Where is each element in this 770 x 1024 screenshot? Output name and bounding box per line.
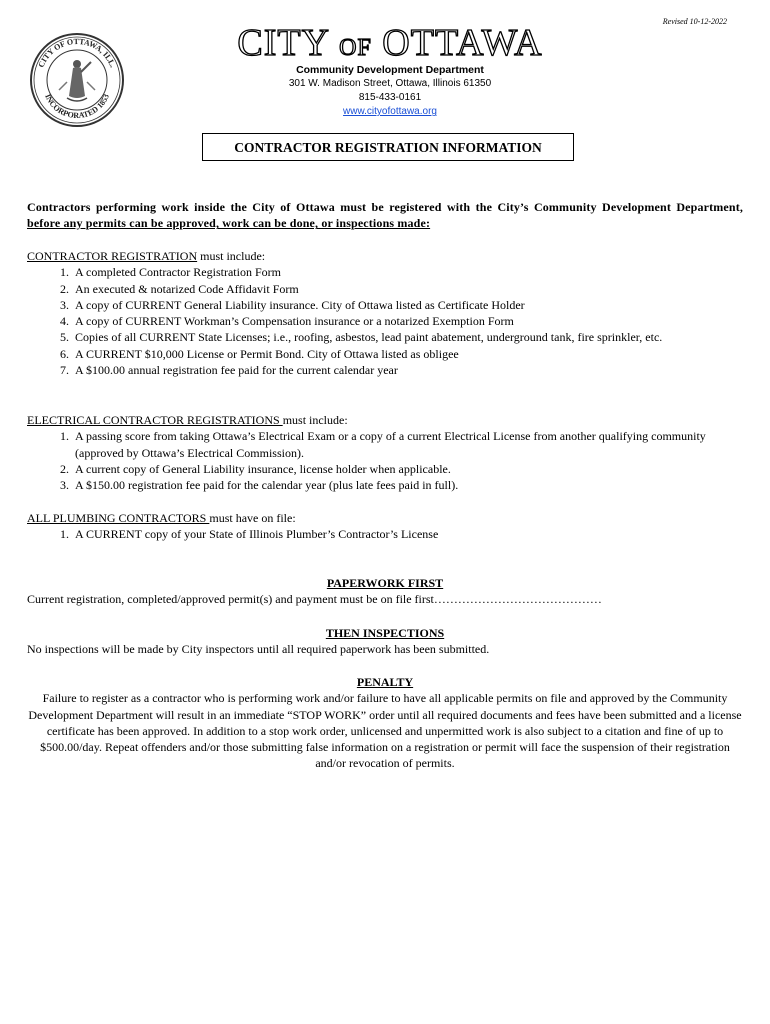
inspections-section: [27, 625, 743, 658]
paperwork-heading: PAPERWORK FIRST: [326, 576, 444, 590]
list-item: 2. A current copy of General Liability insurance, license holder when applicable.: [72, 461, 743, 477]
list-item: 1. A passing score from taking Ottawa’s Electrical Exam or a copy of a current Electrical License from another qualifying community (approved by Ottawa’s Electrical Commission).: [72, 428, 743, 461]
department-address: 301 W. Madison Street, Ottawa, Illinois 61350: [288, 78, 492, 89]
svg-text:CITY OF OTTAWA, ILL.: CITY OF OTTAWA, ILL.: [36, 36, 118, 69]
list-item: 3. A $150.00 registration fee paid for the calendar year (plus late fees paid in full).: [72, 477, 743, 493]
contractor-registration-heading: CONTRACTOR REGISTRATION: [27, 249, 198, 263]
list-item: 5. Copies of all CURRENT State Licenses; i.e., roofing, asbestos, lead paint abatement, underground tank, fire sprinkler, etc.: [72, 329, 743, 345]
plumbing-list: [27, 526, 743, 542]
inspections-text: No inspections will be made by City inspectors until all required paperwork has been submitted.: [27, 642, 490, 657]
penalty-heading: PENALTY: [356, 675, 414, 689]
intro-paragraph: Contractors performing work inside the City of Ottawa must be registered with the City’s Community Development Department, before any permits can be approved, work can be done, or inspections made:: [27, 200, 743, 231]
penalty-section: [27, 674, 743, 772]
list-item: 6. A CURRENT $10,000 License or Permit Bond. City of Ottawa listed as obligee: [72, 346, 743, 362]
list-item: 1. A completed Contractor Registration Form: [72, 264, 743, 280]
plumbing-section: ALL PLUMBING CONTRACTORS must have on file: 1. A CURRENT copy of your State of Illinois Plumber’s Contractor’s License: [27, 510, 743, 543]
list-item: 1. A CURRENT copy of your State of Illinois Plumber’s Contractor’s License: [72, 526, 743, 542]
electrical-section: ELECTRICAL CONTRACTOR REGISTRATIONS must include: 1. A passing score from taking Ottawa’s Electrical Exam or a copy of a current Electrical License from another qualifying community (approved by Ottawa’s Electrical Commission). 2. A current copy of General Liability insurance, license holder when applicable. 3. A $150.00 registration fee paid for the calendar year (plus late fees paid in full).: [27, 412, 743, 493]
page-title: CONTRACTOR REGISTRATION INFORMATION: [202, 133, 574, 161]
paperwork-section: [27, 575, 743, 608]
list-item: 2. An executed & notarized Code Affidavit Form: [72, 281, 743, 297]
list-item: 4. A copy of CURRENT Workman’s Compensation insurance or a notarized Exemption Form: [72, 313, 743, 329]
svg-text:INCORPORATED 1853: INCORPORATED 1853: [43, 92, 111, 121]
electrical-list: [27, 428, 743, 493]
plumbing-heading: ALL PLUMBING CONTRACTORS: [27, 511, 210, 525]
electrical-heading: ELECTRICAL CONTRACTOR REGISTRATIONS: [27, 413, 283, 427]
list-item: 3. A copy of CURRENT General Liability insurance. City of Ottawa listed as Certificate Holder: [72, 297, 743, 313]
city-seal-logo: [29, 32, 125, 128]
paperwork-text: Current registration, completed/approved permit(s) and payment must be on file first……………………………………: [27, 592, 602, 607]
website-link[interactable]: www.cityofottawa.org: [343, 106, 437, 117]
revision-date: Revised 10-12-2022: [662, 17, 727, 26]
inspections-heading: THEN INSPECTIONS: [325, 626, 445, 640]
department-phone: 815-433-0161: [358, 92, 422, 103]
list-item: 7. A $100.00 annual registration fee paid for the current calendar year: [72, 362, 743, 378]
contractor-registration-list: [27, 264, 743, 378]
department-name: Community Development Department: [296, 64, 484, 76]
contractor-registration-section: CONTRACTOR REGISTRATION must include: 1. A completed Contractor Registration Form 2. An executed & notarized Code Affidavit Form 3. A copy of CURRENT General Liability insurance. City of Ottawa listed as Certificate Holder 4. A copy of CURRENT Workman’s Compensation insurance or a notarized Exemption Form 5. Copies of all CURRENT State Licenses; i.e., roofing, asbestos, lead paint abatement, underground tank, fire sprinkler, etc. 6. A CURRENT $10,000 License or Permit Bond. City of Ottawa listed as obligee 7. A $100.00 annual registration fee paid for the current calendar year: [27, 248, 743, 378]
penalty-text: Failure to register as a contractor who is performing work and/or failure to have all applicable permits on file and approved by the Community Development Department will result in an immediate “STOP WORK” order until all required documents and fees have been submitted and a license certificate has been approved. In addition to a stop work order, unlicensed and unpermitted work is also subject to a citation and fine of up to $500.00/day. Repeat offenders and/or those submitting false information on a registration or permit will face the suspension of their registration and/or revocation of permits.: [28, 691, 742, 771]
city-of-ottawa-wordmark: CITY OF OTTAWA: [237, 22, 543, 64]
